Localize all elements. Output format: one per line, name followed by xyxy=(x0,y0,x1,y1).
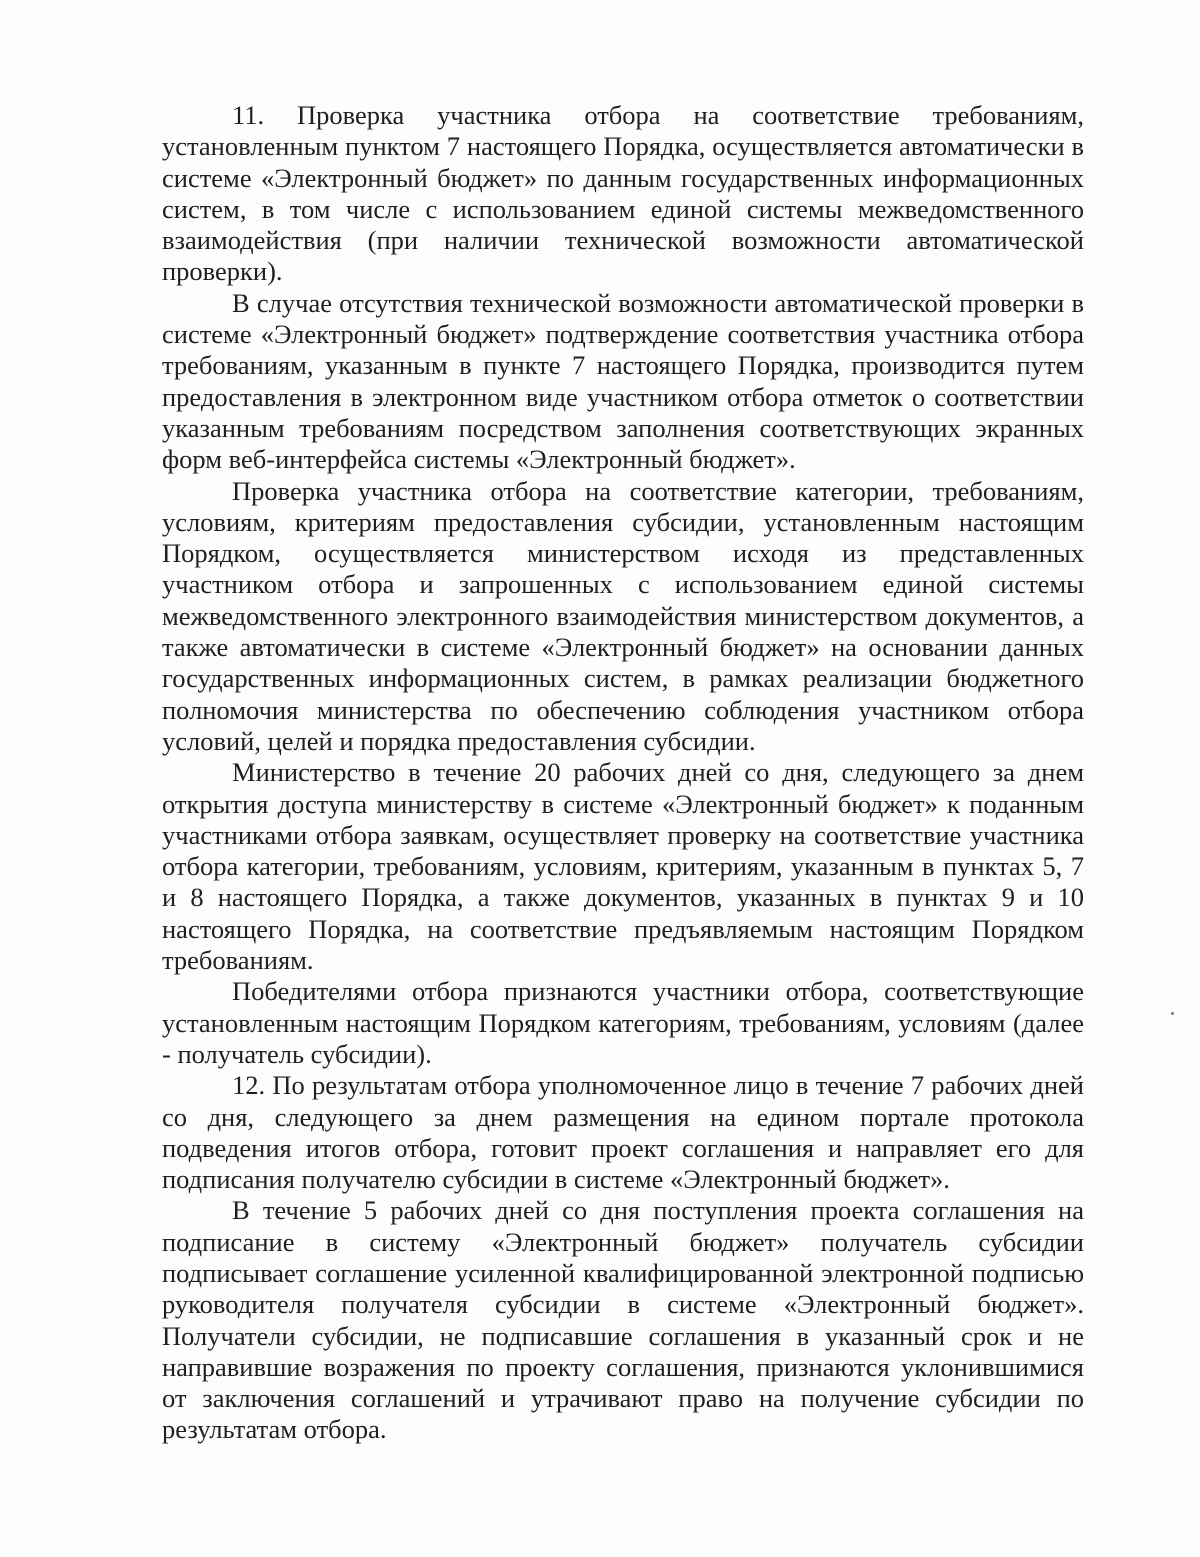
paragraph-no-tech-possibility: В случае отсутствия технической возможности автоматической проверки в системе «Электронный бюджет» подтверждение соответствия участника отбора требованиям, указанным в пункте 7 настоящего Порядка, производится путем предоставления в электронном виде участником отбора отметок о соответствии указанным требованиям посредством заполнения соответствующих экранных форм веб-интерфейса системы «Электронный бюджет». xyxy=(162,287,1084,475)
paragraph-11: 11. Проверка участника отбора на соответствие требованиям, установленным пунктом 7 настоящего Порядка, осуществляется автоматически в системе «Электронный бюджет» по данным государственных информационных систем, в том числе с использованием единой системы межведомственного взаимодействия (при наличии технической возможности автоматической проверки). xyxy=(162,100,1084,287)
paragraph-winners: Победителями отбора признаются участники отбора, соответствующие установленным настоящим Порядком категориям, требованиям, условиям (далее - получатель субсидии). xyxy=(162,976,1084,1069)
paragraph-ministry-check: Проверка участника отбора на соответствие категории, требованиям, условиям, критериям предоставления субсидии, установленным настоящим Порядком, осуществляется министерством исходя из представленных участником отбора и запрошенных с использованием единой системы межведомственного электронного взаимодействия министерством документов, а также автоматически в системе «Электронный бюджет» на основании данных государственных информационных систем, в рамках реализации бюджетного полномочия министерства по обеспечению соблюдения участником отбора условий, целей и порядка предоставления субсидии. xyxy=(162,475,1084,756)
scan-speck xyxy=(1171,1012,1174,1015)
paragraph-12: 12. По результатам отбора уполномоченное лицо в течение 7 рабочих дней со дня, следующего за днем размещения на едином портале протокола подведения итогов отбора, готовит проект соглашения и направляет его для подписания получателю субсидии в системе «Электронный бюджет». xyxy=(162,1070,1084,1195)
document-body xyxy=(162,100,1084,1446)
paragraph-20-days: Министерство в течение 20 рабочих дней со дня, следующего за днем открытия доступа министерству в системе «Электронный бюджет» к поданным участниками отбора заявкам, осуществляет проверку на соответствие участника отбора категории, требованиям, условиям, критериям, указанным в пунктах 5, 7 и 8 настоящего Порядка, а также документов, указанных в пунктах 9 и 10 настоящего Порядка, на соответствие предъявляемым настоящим Порядком требованиям. xyxy=(162,757,1084,976)
paragraph-signing: В течение 5 рабочих дней со дня поступления проекта соглашения на подписание в систему «Электронный бюджет» получатель субсидии подписывает соглашение усиленной квалифицированной электронной подписью руководителя получателя субсидии в системе «Электронный бюджет». Получатели субсидии, не подписавшие соглашения в указанный срок и не направившие возражения по проекту соглашения, признаются уклонившимися от заключения соглашений и утрачивают право на получение субсидии по результатам отбора. xyxy=(162,1195,1084,1445)
